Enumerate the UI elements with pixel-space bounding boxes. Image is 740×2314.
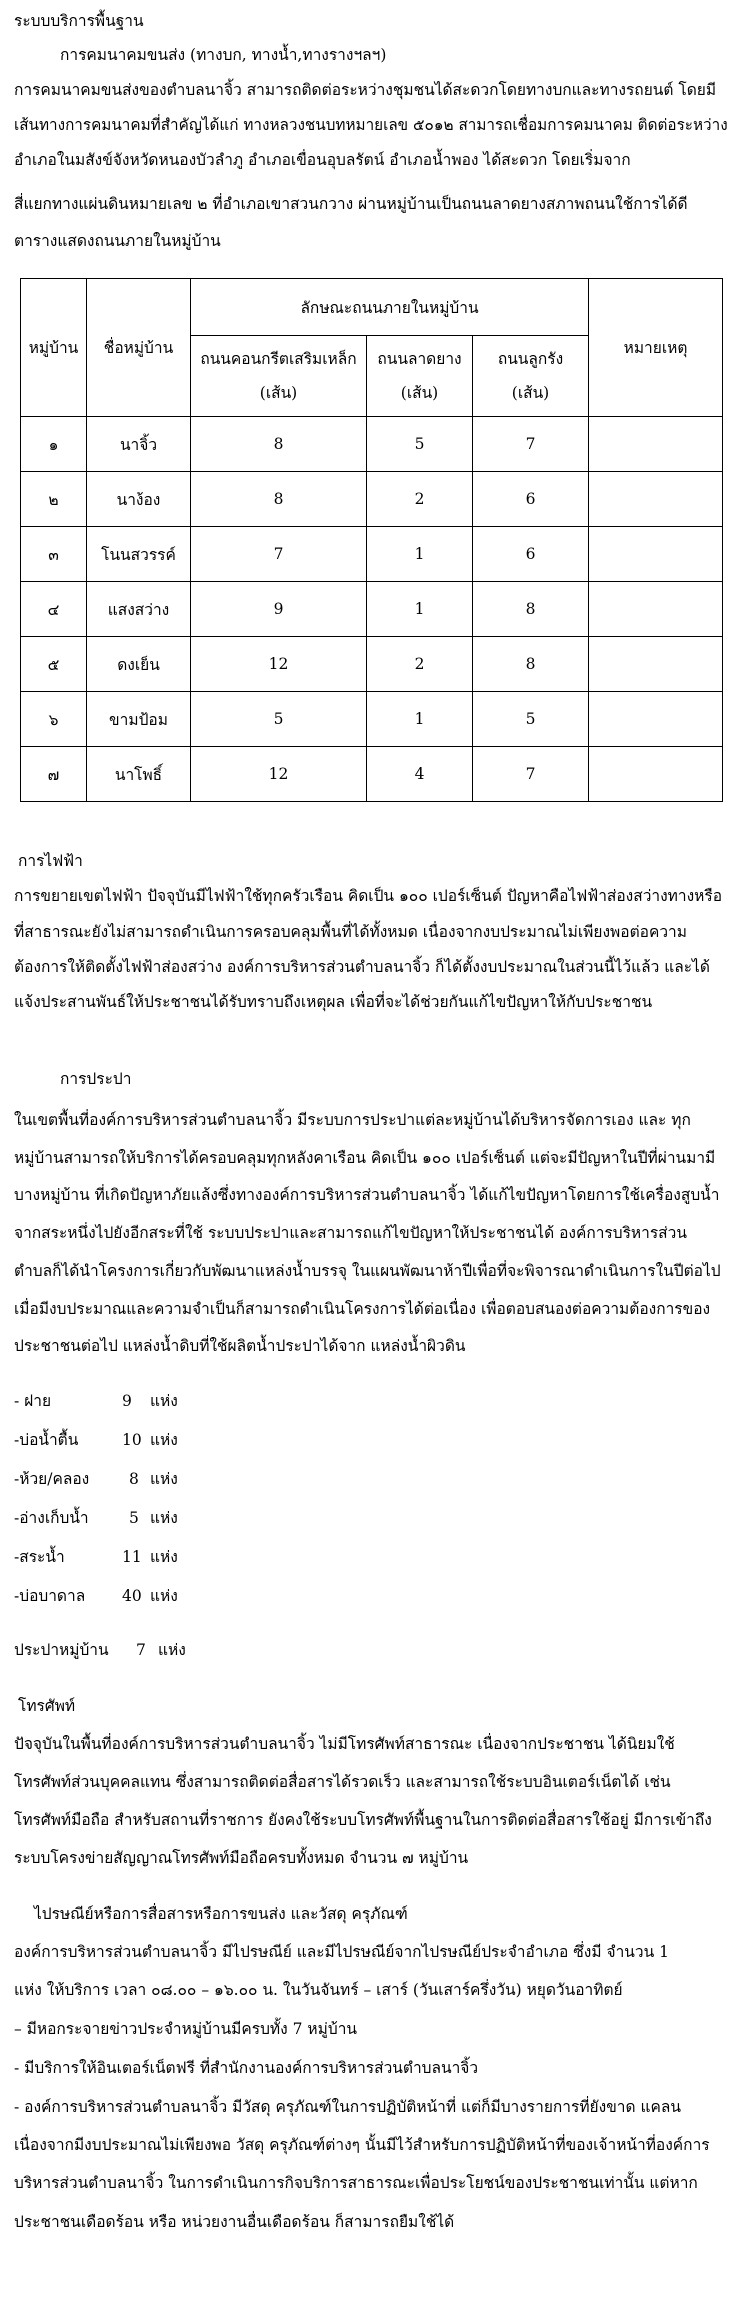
postal-line-4: - มีบริการให้อินเตอร์เน็ตฟรี ที่สำนักงานองค์การบริหารส่วนตำบลนาจิ้ว: [14, 2059, 479, 2077]
header-laterite-unit: (เส้น): [511, 384, 550, 402]
cell-laterite: 8: [473, 582, 589, 637]
water-heading: การประปา: [60, 1070, 132, 1088]
cell-remark: [589, 417, 723, 472]
cell-no: ๓: [21, 527, 87, 582]
cell-no: ๕: [21, 637, 87, 692]
cell-remark: [589, 747, 723, 802]
cell-asphalt: 1: [367, 582, 473, 637]
cell-asphalt: 4: [367, 747, 473, 802]
source-unit: แห่ง: [150, 1548, 178, 1566]
water-line-2: หมู่บ้านสามารถให้บริการได้ครอบคลุมทุกหลังคาเรือน คิดเป็น ๑๐๐ เปอร์เซ็นต์ แต่จะมีปัญหาในปีที่ผ่านมามี: [14, 1149, 716, 1167]
cell-no: ๖: [21, 692, 87, 747]
table-row: [21, 417, 723, 472]
source-count: 40: [122, 1587, 142, 1605]
cell-no: ๗: [21, 747, 87, 802]
cell-remark: [589, 582, 723, 637]
telephone-line-3: โทรศัพท์มือถือ สำหรับสถานที่ราชการ ยังคงใช้ระบบโทรศัพท์พื้นฐานในการติดต่อสื่อสารใช้อยู่ มีการเข้าถึง: [14, 1811, 712, 1829]
postal-line-6: เนื่องจากมีงบประมาณไม่เพียงพอ วัสดุ ครุภัณฑ์ต่างๆ นั้นมีไว้สำหรับการปฏิบัติหน้าที่ของเจ้าหน้าที่องค์การ: [14, 2136, 710, 2154]
source-unit: แห่ง: [150, 1431, 178, 1449]
water-line-7: ประชาชนต่อไป แหล่งน้ำดิบที่ใช้ผลิตน้ำประปาได้จาก แหล่งน้ำผิวดิน: [14, 1337, 466, 1355]
source-unit: แห่ง: [150, 1509, 178, 1527]
village-supply-name: ประปาหมู่บ้าน: [14, 1641, 109, 1659]
source-name: -สระน้ำ: [14, 1548, 65, 1566]
transport-line-4: สี่แยกทางแผ่นดินหมายเลข ๒ ที่อำเภอเขาสวนกวาง ผ่านหมู่บ้านเป็นถนนลาดยางสภาพถนนใช้การได้ดี: [14, 195, 688, 213]
postal-line-5: - องค์การบริหารส่วนตำบลนาจิ้ว มีวัสดุ ครุภัณฑ์ในการปฏิบัติหน้าที่ แต่ก็มีบางรายการที่ยังขาด แคลน: [14, 2098, 681, 2116]
cell-laterite: 6: [473, 472, 589, 527]
cell-asphalt: 5: [367, 417, 473, 472]
list-item: [14, 1505, 178, 1530]
cell-asphalt: 2: [367, 637, 473, 692]
postal-line-1: องค์การบริหารส่วนตำบลนาจิ้ว มีไปรษณีย์ และมีไปรษณีย์จากไปรษณีย์ประจำอำเภอ ซึ่งมี จำนวน 1: [14, 1943, 669, 1961]
transport-line-3: อำเภอในมสังข์จังหวัดหนองบัวลำภู อำเภอเขื่อนอุบลรัตน์ อำเภอน้ำพอง ได้สะดวก โดยเริ่มจาก: [14, 151, 631, 169]
telephone-line-2: โทรศัพท์ส่วนบุคคลแทน ซึ่งสามารถติดต่อสื่อสารได้รวดเร็ว และสามารถใช้ระบบอินเตอร์เน็ตได้ เช่น: [14, 1773, 671, 1791]
cell-name: นาง้อง: [87, 472, 191, 527]
section-heading: ระบบบริการพื้นฐาน: [14, 12, 144, 30]
source-name: -บ่อน้ำตื้น: [14, 1431, 79, 1449]
header-asphalt-unit: (เส้น): [400, 384, 439, 402]
source-unit: แห่ง: [150, 1470, 178, 1488]
cell-name: แสงสว่าง: [87, 582, 191, 637]
telephone-line-1: ปัจจุบันในพื้นที่องค์การบริหารส่วนตำบลนาจิ้ว ไม่มีโทรศัพท์สาธารณะ เนื่องจากประชาชน ได้นิยมใช้: [14, 1735, 675, 1753]
village-supply: [14, 1637, 186, 1662]
water-line-6: เมื่อมีงบประมาณและความจำเป็นก็สามารถดำเนินโครงการได้ต่อเนื่อง เพื่อตอบสนองต่อความต้องการของ: [14, 1300, 711, 1318]
source-name: - ฝาย: [14, 1392, 52, 1410]
postal-line-8: ประชาชนเดือดร้อน หรือ หน่วยงานอื่นเดือดร้อน ก็สามารถยืมใช้ได้: [14, 2213, 455, 2231]
header-village-name: ชื่อหมู่บ้าน: [87, 279, 191, 417]
cell-concrete: 12: [191, 747, 367, 802]
header-road-types: ลักษณะถนนภายในหมู่บ้าน: [191, 279, 589, 336]
table-row: [21, 747, 723, 802]
list-item: [14, 1583, 178, 1608]
source-count: 11: [122, 1548, 142, 1566]
cell-remark: [589, 637, 723, 692]
cell-laterite: 6: [473, 527, 589, 582]
list-item: [14, 1427, 178, 1452]
source-count: 8: [129, 1470, 139, 1488]
water-line-1: ในเขตพื้นที่องค์การบริหารส่วนตำบลนาจิ้ว มีระบบการประปาแต่ละหมู่บ้านได้บริหารจัดการเอง และ ทุก: [14, 1111, 691, 1129]
cell-asphalt: 1: [367, 527, 473, 582]
water-line-3: บางหมู่บ้าน ที่เกิดปัญหาภัยแล้งซึ่งทางองค์การบริหารส่วนตำบลนาจิ้ว ได้แก้ไขปัญหาโดยการใช้เครื่องสูบน้ำ: [14, 1186, 720, 1204]
header-village-no: หมู่บ้าน: [21, 279, 87, 417]
table-row: [21, 582, 723, 637]
list-item: [14, 1466, 178, 1491]
cell-asphalt: 2: [367, 472, 473, 527]
header-concrete: [191, 336, 367, 417]
transport-line-2: เส้นทางการคมนาคมที่สำคัญได้แก่ ทางหลวงชนบทหมายเลข ๕๐๑๒ สามารถเชื่อมการคมนาคม ติดต่อระหว่าง: [14, 116, 728, 134]
cell-name: ดงเย็น: [87, 637, 191, 692]
cell-concrete: 12: [191, 637, 367, 692]
telephone-heading: โทรศัพท์: [18, 1697, 76, 1715]
water-line-5: ตำบลก็ได้นำโครงการเกี่ยวกับพัฒนาแหล่งน้ำบรรจุ ในแผนพัฒนาห้าปีเพื่อที่จะพิจารณาดำเนินการในปีต่อไป: [14, 1262, 721, 1280]
cell-laterite: 7: [473, 417, 589, 472]
table-row: [21, 472, 723, 527]
header-laterite-label: ถนนลูกรัง: [497, 350, 564, 368]
transport-line-1: การคมนาคมขนส่งของตำบลนาจิ้ว สามารถติดต่อระหว่างชุมชนได้สะดวกโดยทางบกและทางรถยนต์ โดยมี: [14, 81, 717, 99]
village-supply-unit: แห่ง: [158, 1641, 186, 1659]
cell-laterite: 7: [473, 747, 589, 802]
source-unit: แห่ง: [150, 1587, 178, 1605]
header-remark: หมายเหตุ: [589, 279, 723, 417]
cell-no: ๔: [21, 582, 87, 637]
table-caption: ตารางแสดงถนนภายในหมู่บ้าน: [14, 232, 221, 250]
header-laterite: [473, 336, 589, 417]
cell-remark: [589, 472, 723, 527]
header-asphalt-label: ถนนลาดยาง: [377, 350, 462, 368]
cell-concrete: 9: [191, 582, 367, 637]
postal-line-2: แห่ง ให้บริการ เวลา ๐๘.๐๐ – ๑๖.๐๐ น. ในวันจันทร์ – เสาร์ (วันเสาร์ครึ่งวัน) หยุดวันอาทิตย์: [14, 1981, 623, 1999]
cell-concrete: 5: [191, 692, 367, 747]
list-item: [14, 1388, 178, 1413]
cell-concrete: 8: [191, 472, 367, 527]
postal-line-3: – มีหอกระจายข่าวประจำหมู่บ้านมีครบทั้ง 7 หมู่บ้าน: [14, 2020, 357, 2038]
village-supply-count: 7: [136, 1641, 146, 1659]
cell-name: โนนสวรรค์: [87, 527, 191, 582]
header-concrete-unit: (เส้น): [259, 384, 298, 402]
electricity-heading: การไฟฟ้า: [18, 852, 83, 870]
electricity-line-2: ที่สาธารณะยังไม่สามารถดำเนินการครอบคลุมพื้นที่ได้ทั้งหมด เนื่องจากงบประมาณไม่เพียงพอต่อความ: [14, 923, 687, 941]
source-unit: แห่ง: [150, 1392, 178, 1410]
source-name: -ห้วย/คลอง: [14, 1470, 90, 1488]
list-item: [14, 1544, 178, 1569]
cell-name: นาจิ้ว: [87, 417, 191, 472]
cell-remark: [589, 692, 723, 747]
cell-laterite: 8: [473, 637, 589, 692]
source-count: 5: [129, 1509, 139, 1527]
cell-no: ๒: [21, 472, 87, 527]
electricity-line-4: แจ้งประสานพันธ์ให้ประชาชนได้รับทราบถึงเหตุผล เพื่อที่จะได้ช่วยกันแก้ไขปัญหาให้กับประชาชน: [14, 993, 653, 1011]
transport-heading: การคมนาคมขนส่ง (ทางบก, ทางน้ำ,ทางรางฯลฯ): [60, 46, 387, 64]
postal-line-7: บริหารส่วนตำบลนาจิ้ว ในการดำเนินการกิจบริการสาธารณะเพื่อประโยชน์ของประชาชนเท่านั้น แต่หาก: [14, 2174, 698, 2192]
road-table: [20, 278, 723, 802]
cell-name: นาโพธิ์: [87, 747, 191, 802]
source-count: 10: [122, 1431, 142, 1449]
electricity-line-3: ต้องการให้ติดตั้งไฟฟ้าส่องสว่าง องค์การบริหารส่วนตำบลนาจิ้ว ก็ได้ตั้งงบประมาณในส่วนนี้ไว้แล้ว และได้: [14, 958, 710, 976]
electricity-line-1: การขยายเขตไฟฟ้า ปัจจุบันมีไฟฟ้าใช้ทุกครัวเรือน คิดเป็น ๑๐๐ เปอร์เซ็นต์ ปัญหาคือไฟฟ้าส่องสว่างทางหรือ: [14, 887, 723, 905]
table-row: [21, 692, 723, 747]
header-concrete-label: ถนนคอนกรีตเสริมเหล็ก: [200, 350, 357, 368]
header-asphalt: [367, 336, 473, 417]
table-row: [21, 637, 723, 692]
table-header-row: [21, 279, 723, 336]
source-name: -อ่างเก็บน้ำ: [14, 1509, 89, 1527]
cell-no: ๑: [21, 417, 87, 472]
cell-remark: [589, 527, 723, 582]
cell-laterite: 5: [473, 692, 589, 747]
water-line-4: จากสระหนึ่งไปยังอีกสระที่ใช้ ระบบประปาและสามารถแก้ไขปัญหาให้ประชาชนได้ องค์การบริหารส่วน: [14, 1224, 687, 1242]
cell-name: ขามป้อม: [87, 692, 191, 747]
cell-asphalt: 1: [367, 692, 473, 747]
cell-concrete: 8: [191, 417, 367, 472]
source-name: -บ่อบาดาล: [14, 1587, 86, 1605]
postal-heading: ไปรษณีย์หรือการสื่อสารหรือการขนส่ง และวัสดุ ครุภัณฑ์: [34, 1905, 408, 1923]
telephone-line-4: ระบบโครงข่ายสัญญาณโทรศัพท์มือถือครบทั้งหมด จำนวน ๗ หมู่บ้าน: [14, 1849, 469, 1867]
table-row: [21, 527, 723, 582]
cell-concrete: 7: [191, 527, 367, 582]
source-count: 9: [122, 1392, 132, 1410]
